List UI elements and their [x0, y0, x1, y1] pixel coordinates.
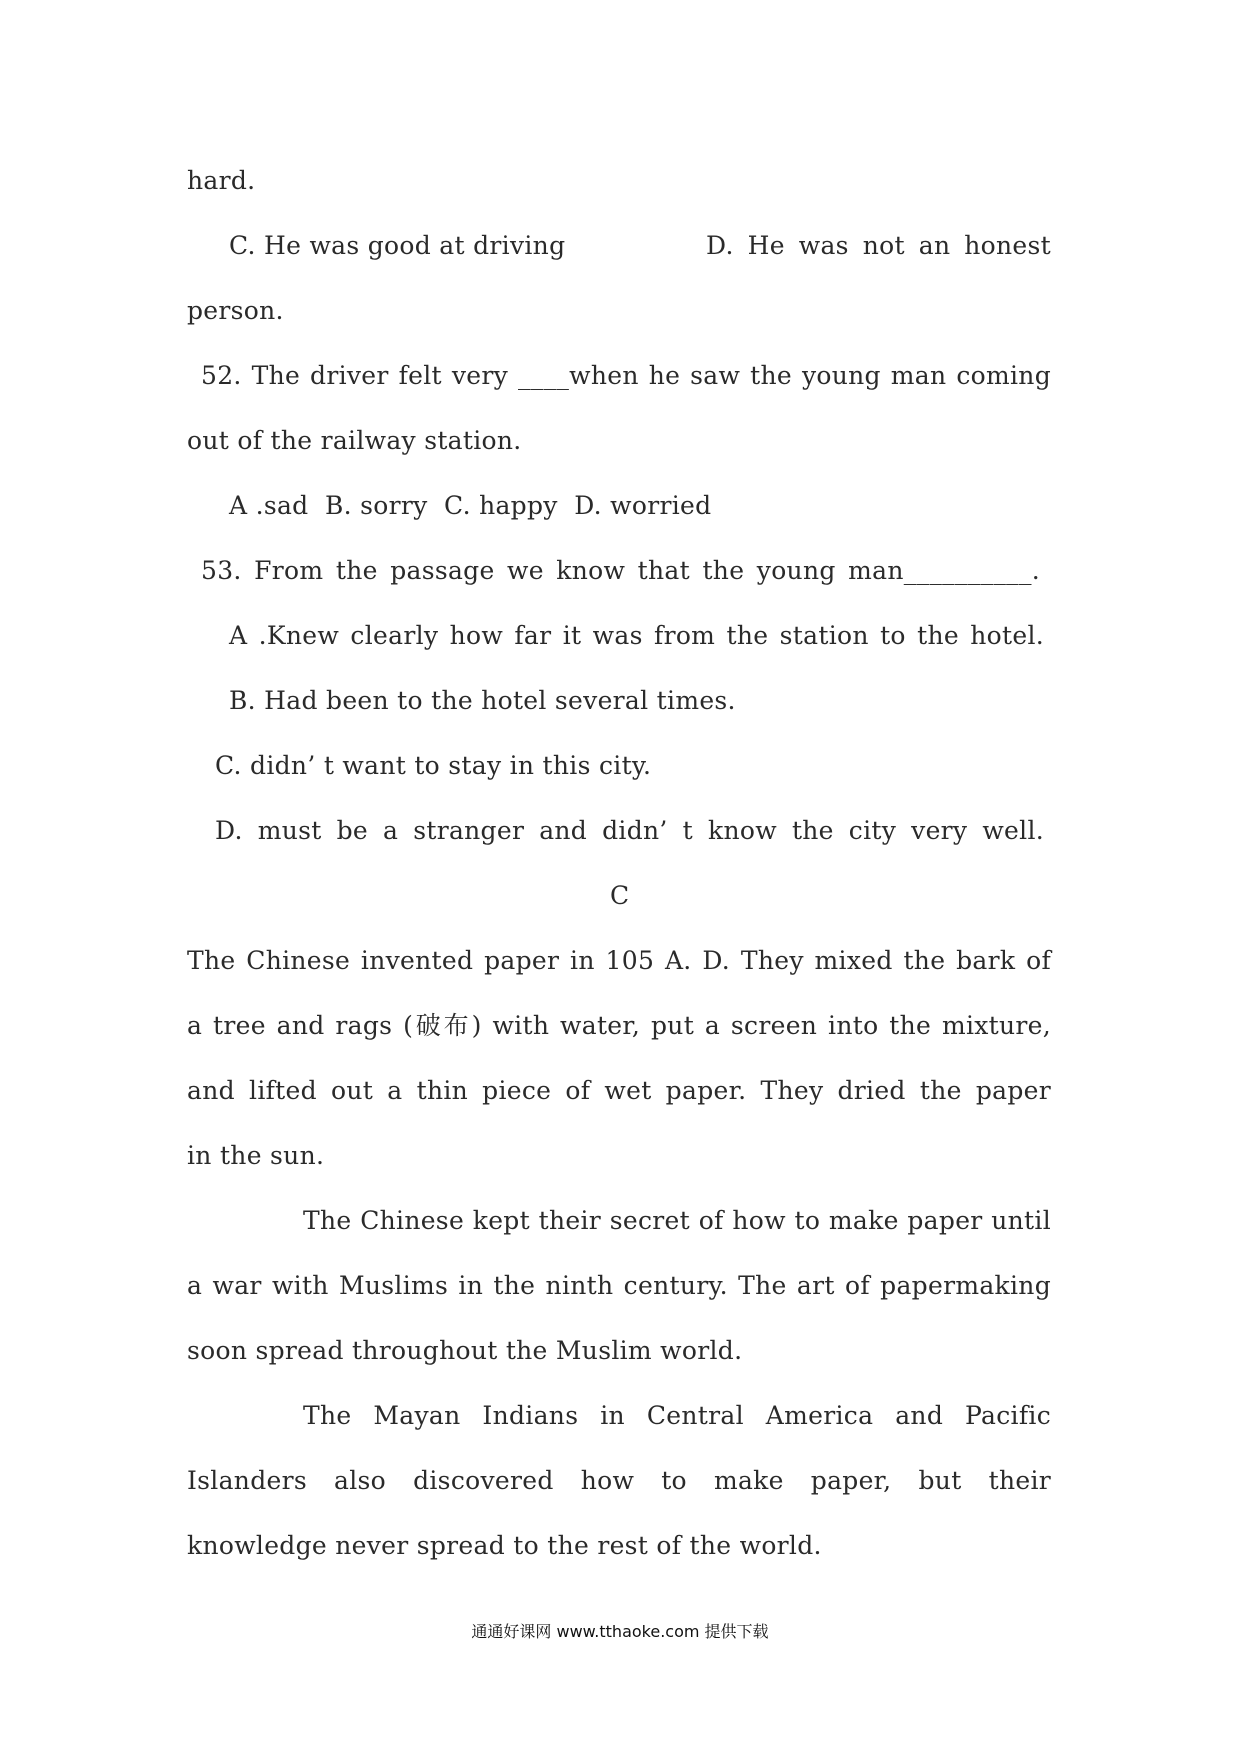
option-c: C. didn’ t want to stay in this city.: [215, 751, 652, 780]
option-a: A .Knew clearly how far it was from the station to the hotel.: [229, 621, 1044, 650]
question-53: 53. From the passage we know that the young man__________.: [201, 556, 1040, 585]
paragraph-line: a war with Muslims in the ninth century. The art of papermaking: [187, 1271, 1051, 1300]
paragraph-line: soon spread throughout the Muslim world.: [187, 1336, 743, 1365]
paragraph-line: knowledge never spread to the rest of the world.: [187, 1531, 822, 1560]
question-52: 52. The driver felt very ____when he saw the young man coming: [201, 361, 1051, 390]
paragraph-line: Islanders also discovered how to make paper, but their: [187, 1466, 1051, 1495]
page-footer: 通通好课网 www.tthaoke.com 提供下载: [471, 1622, 769, 1641]
option-c: C. He was good at driving: [229, 231, 566, 260]
question-52-options: A .sad B. sorry C. happy D. worried: [229, 491, 712, 520]
option-d: D. He was not an honest: [706, 231, 1051, 260]
paragraph-line: a tree and rags (破布) with water, put a screen into the mixture,: [187, 1011, 1051, 1040]
paragraph-line: and lifted out a thin piece of wet paper. They dried the paper: [187, 1076, 1051, 1105]
section-heading: C: [610, 881, 630, 910]
option-b: B. Had been to the hotel several times.: [229, 686, 736, 715]
text-line: hard.: [187, 166, 256, 195]
text-line: person.: [187, 296, 284, 325]
paragraph-line: The Chinese kept their secret of how to make paper until: [303, 1206, 1051, 1235]
option-d: D. must be a stranger and didn’ t know the city very well.: [215, 816, 1044, 845]
paragraph-line: The Chinese invented paper in 105 A. D. They mixed the bark of: [187, 946, 1051, 975]
paragraph-line: The Mayan Indians in Central America and Pacific: [303, 1401, 1051, 1430]
paragraph-line: in the sun.: [187, 1141, 325, 1170]
text-line: out of the railway station.: [187, 426, 522, 455]
